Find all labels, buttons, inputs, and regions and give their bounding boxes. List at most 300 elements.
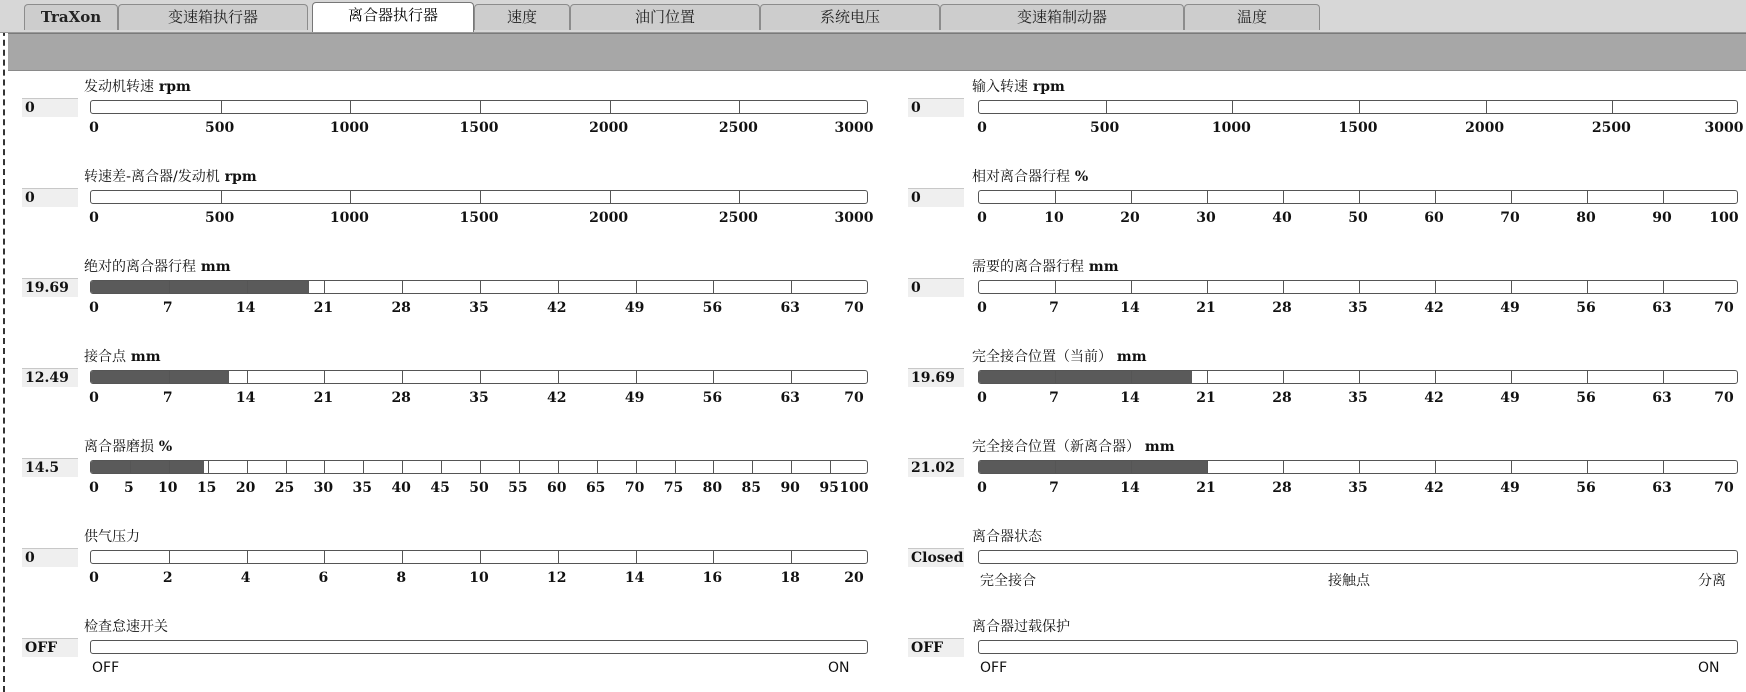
right-gauge-1-tick [1663, 190, 1664, 204]
gauge-title-text: 相对离合器行程 [972, 169, 1070, 185]
left-gauge-1-tick [480, 190, 481, 204]
left-gauge-5-tick [480, 550, 481, 564]
left-gauge-5-tick-label: 4 [240, 570, 251, 586]
left-gauge-4-tick-label: 0 [89, 480, 99, 496]
left-gauge-5-tick-label: 2 [162, 570, 173, 586]
left-gauge-4-tick [713, 460, 714, 474]
right-gauge-5-scale-label: 完全接合 [980, 573, 1036, 589]
left-gauge-4-title [84, 436, 172, 456]
gauge-title-text: 离合器状态 [972, 529, 1042, 545]
left-gauge-4-tick [558, 460, 559, 474]
left-gauge-5-tick-label: 10 [469, 570, 489, 586]
left-gauge-5-title [84, 526, 140, 546]
left-gauge-1-bar [90, 190, 868, 204]
right-gauge-2-tick [1283, 280, 1284, 294]
left-gauge-0-title [84, 76, 191, 96]
left-gauge-0-tick-label: 2000 [589, 120, 629, 136]
right-gauge-2-value: 0 [908, 278, 964, 297]
right-gauge-1-tick-label: 100 [1709, 210, 1739, 226]
right-gauge-2-tick [1587, 280, 1588, 294]
left-gauge-1-tick-label: 500 [205, 210, 235, 226]
right-gauge-3-tick [1283, 370, 1284, 384]
left-gauge-0-tick [350, 100, 351, 114]
left-gauge-6-title [84, 616, 168, 636]
right-gauge-1-tick [1283, 190, 1284, 204]
tab-speed[interactable]: 速度 [474, 4, 570, 30]
left-gauge-3-tick-label: 0 [89, 390, 99, 406]
right-gauge-3-tick-label: 49 [1500, 390, 1520, 406]
right-gauge-2-tick [1359, 280, 1360, 294]
right-gauge-2-tick-label: 0 [977, 300, 987, 316]
right-gauge-0-tick-label: 2500 [1591, 120, 1631, 136]
right-gauge-3-tick [1131, 370, 1132, 384]
right-gauge-4-value: 21.02 [908, 458, 964, 477]
right-gauge-4-tick [1435, 460, 1436, 474]
left-gauge-2-tick [558, 280, 559, 294]
left-gauge-5-tick-label: 12 [547, 570, 567, 586]
right-gauge-4-tick-label: 42 [1424, 480, 1444, 496]
left-gauge-4-tick [130, 460, 131, 474]
right-gauge-0-tick-label: 2000 [1465, 120, 1505, 136]
left-gauge-4-tick-label: 100 [839, 480, 869, 496]
left-gauge-1-tick [221, 190, 222, 204]
right-gauge-6-value: OFF [908, 638, 964, 657]
left-gauge-5-tick [791, 550, 792, 564]
right-gauge-4-bar [978, 460, 1738, 474]
left-gauge-4-tick [636, 460, 637, 474]
right-gauge-6-scale-label: OFF [980, 660, 1008, 676]
left-gauge-2-tick-label: 21 [313, 300, 334, 316]
left-gauge-2-tick-label: 0 [89, 300, 99, 316]
left-gauge-2-tick [636, 280, 637, 294]
left-gauge-1-tick-label: 1500 [459, 210, 499, 226]
gauge-unit: rpm [219, 169, 257, 185]
left-gauge-1-value: 0 [22, 188, 78, 207]
gauge-unit: rpm [154, 79, 191, 95]
left-gauge-4-tick-label: 10 [158, 480, 178, 496]
left-gauge-5-tick-label: 8 [396, 570, 407, 586]
right-gauge-4-tick-label: 70 [1714, 480, 1734, 496]
right-gauge-3-bar [978, 370, 1738, 384]
left-gauge-2-tick-label: 42 [547, 300, 567, 316]
right-gauge-4-tick [1663, 460, 1664, 474]
left-gauge-4-tick [752, 460, 753, 474]
right-gauge-4-tick [1131, 460, 1132, 474]
right-gauge-4-tick-label: 28 [1272, 480, 1292, 496]
left-gauge-5-tick-label: 6 [318, 570, 329, 586]
right-gauge-2-bar [978, 280, 1738, 294]
right-gauge-3-tick-label: 28 [1272, 390, 1292, 406]
right-gauge-0-tick [1359, 100, 1360, 114]
left-gauge-3-tick [169, 370, 170, 384]
left-gauge-3-tick [324, 370, 325, 384]
left-gauge-4-tick [791, 460, 792, 474]
right-gauge-0-bar [978, 100, 1738, 114]
right-gauge-4-tick [1359, 460, 1360, 474]
right-gauge-2-tick-label: 35 [1348, 300, 1368, 316]
left-gauge-2-tick [402, 280, 403, 294]
left-gauge-4-tick [324, 460, 325, 474]
left-gauge-5-tick-label: 14 [624, 570, 645, 586]
left-gauge-0-tick [480, 100, 481, 114]
left-gauge-5-tick [169, 550, 170, 564]
gauge-unit: mm [196, 259, 231, 275]
left-gauge-0-tick [739, 100, 740, 114]
gauge-unit: % [154, 439, 173, 455]
right-gauge-2-tick-label: 56 [1576, 300, 1596, 316]
right-gauge-3-tick [1435, 370, 1436, 384]
right-gauge-4-tick [1283, 460, 1284, 474]
right-gauge-0-tick [1232, 100, 1233, 114]
right-gauge-1-tick-label: 50 [1348, 210, 1368, 226]
left-gauge-0-bar [90, 100, 868, 114]
left-gauge-6-scale-label: ON [828, 660, 850, 676]
left-gauge-4-tick [597, 460, 598, 474]
left-gauge-3-tick-label: 14 [235, 390, 256, 406]
tab-throttle-position[interactable]: 油门位置 [570, 4, 760, 30]
left-gauge-4-tick-label: 20 [235, 480, 256, 496]
right-gauge-2-tick-label: 7 [1049, 300, 1059, 316]
right-gauge-1-tick [1511, 190, 1512, 204]
right-gauge-2-tick-label: 28 [1272, 300, 1292, 316]
left-gauge-4-tick-label: 40 [391, 480, 411, 496]
left-gauge-5-tick-label: 20 [844, 570, 864, 586]
left-gauge-2-tick-label: 63 [780, 300, 800, 316]
right-gauge-2-tick [1663, 280, 1664, 294]
tab-clutch-actuator[interactable]: 离合器执行器 [312, 2, 474, 32]
right-gauge-3-tick-label: 42 [1424, 390, 1444, 406]
left-gauge-4-tick [402, 460, 403, 474]
left-gauge-3-tick-label: 49 [624, 390, 645, 406]
left-gauge-4-tick [169, 460, 170, 474]
right-gauge-4-tick [1511, 460, 1512, 474]
left-gauge-4-bar [90, 460, 868, 474]
left-gauge-4-tick-label: 70 [624, 480, 645, 496]
right-gauge-5-scale-label: 分离 [1698, 573, 1726, 589]
left-gauge-5-tick-label: 16 [702, 570, 723, 586]
right-gauge-1-tick-label: 90 [1652, 210, 1672, 226]
right-gauge-1-tick [1055, 190, 1056, 204]
tab-gearbox-brake[interactable]: 变速箱制动器 [940, 4, 1184, 30]
right-gauge-5-value: Closed [908, 548, 964, 567]
right-gauge-0-tick-label: 500 [1090, 120, 1120, 136]
gauge-title-text: 发动机转速 [84, 79, 154, 95]
right-gauge-4-tick [1207, 460, 1208, 474]
right-gauge-1-tick-label: 10 [1044, 210, 1064, 226]
left-gauge-0-tick [610, 100, 611, 114]
right-gauge-2-tick-label: 70 [1714, 300, 1734, 316]
tab-temperature[interactable]: 温度 [1184, 4, 1320, 30]
gauge-title-text: 完全接合位置（新离合器） [972, 439, 1140, 455]
left-gauge-3-tick-label: 28 [391, 390, 411, 406]
right-gauge-6-title [972, 616, 1070, 636]
gauge-title-text: 检查怠速开关 [84, 619, 168, 635]
left-gauge-6-value: OFF [22, 638, 78, 657]
right-gauge-1-tick-label: 60 [1424, 210, 1444, 226]
left-gauge-4-fill [91, 461, 204, 473]
left-gauge-1-tick [739, 190, 740, 204]
left-gauge-1-tick-label: 2500 [718, 210, 758, 226]
right-gauge-1-tick [1359, 190, 1360, 204]
gauge-unit: mm [1112, 349, 1147, 365]
gauge-unit: mm [126, 349, 161, 365]
left-gauge-4-tick [519, 460, 520, 474]
toolbar-strip [8, 33, 1746, 71]
right-gauge-0-tick [1106, 100, 1107, 114]
right-gauge-5-title [972, 526, 1042, 546]
right-gauge-0-tick [1612, 100, 1613, 114]
left-gauge-2-tick-label: 56 [702, 300, 723, 316]
left-gauge-5-tick [324, 550, 325, 564]
left-gauge-3-tick [558, 370, 559, 384]
gauge-unit: rpm [1028, 79, 1065, 95]
right-gauge-3-tick [1663, 370, 1664, 384]
left-gauge-0-tick [221, 100, 222, 114]
right-gauge-0-tick [1486, 100, 1487, 114]
left-gauge-4-tick-label: 45 [430, 480, 450, 496]
left-gauge-3-tick-label: 42 [547, 390, 567, 406]
left-gauge-2-tick-label: 35 [469, 300, 489, 316]
left-gauge-5-tick [402, 550, 403, 564]
right-gauge-0-tick-label: 0 [977, 120, 987, 136]
left-gauge-4-tick-label: 5 [124, 480, 134, 496]
left-gauge-4-tick-label: 90 [780, 480, 800, 496]
left-gauge-0-tick-label: 500 [205, 120, 235, 136]
left-gauge-5-bar [90, 550, 868, 564]
left-gauge-2-tick-label: 7 [162, 300, 173, 316]
left-gauge-2-title [84, 256, 231, 276]
left-gauge-4-value: 14.5 [22, 458, 78, 477]
right-gauge-2-tick [1511, 280, 1512, 294]
right-gauge-1-tick [1131, 190, 1132, 204]
left-gauge-3-value: 12.49 [22, 368, 78, 387]
left-gauge-2-tick-label: 14 [235, 300, 256, 316]
right-gauge-4-tick-label: 7 [1049, 480, 1059, 496]
left-gauge-6-scale-label: OFF [92, 660, 120, 676]
left-gauge-1-tick-label: 2000 [589, 210, 629, 226]
right-gauge-0-tick-label: 3000 [1704, 120, 1744, 136]
left-gauge-3-tick-label: 63 [780, 390, 800, 406]
left-gauge-4-tick [441, 460, 442, 474]
left-gauge-5-tick-label: 18 [780, 570, 800, 586]
left-gauge-4-tick [208, 460, 209, 474]
left-gauge-2-fill [91, 281, 309, 293]
gauge-title-text: 需要的离合器行程 [972, 259, 1084, 275]
tab-traxon[interactable]: TraXon [24, 4, 118, 30]
right-gauge-1-tick [1207, 190, 1208, 204]
left-gauge-3-tick [402, 370, 403, 384]
right-gauge-3-tick [1359, 370, 1360, 384]
left-gauge-4-tick-label: 75 [663, 480, 684, 496]
right-gauge-2-tick [1131, 280, 1132, 294]
left-gauge-3-tick-label: 70 [844, 390, 864, 406]
right-gauge-1-value: 0 [908, 188, 964, 207]
right-gauge-2-tick [1055, 280, 1056, 294]
left-gauge-4-tick-label: 35 [352, 480, 373, 496]
right-gauge-4-tick-label: 56 [1576, 480, 1596, 496]
right-gauge-2-tick-label: 42 [1424, 300, 1444, 316]
right-gauge-2-title [972, 256, 1119, 276]
tab-system-voltage[interactable]: 系统电压 [760, 4, 940, 30]
left-gauge-1-tick-label: 0 [89, 210, 99, 226]
gauge-title-text: 完全接合位置（当前） [972, 349, 1112, 365]
left-gauge-0-value: 0 [22, 98, 78, 117]
left-gauge-2-bar [90, 280, 868, 294]
right-gauge-3-tick-label: 14 [1120, 390, 1140, 406]
right-gauge-4-title [972, 436, 1175, 456]
right-gauge-4-tick-label: 21 [1196, 480, 1216, 496]
left-gauge-4-tick [830, 460, 831, 474]
left-gauge-1-tick [350, 190, 351, 204]
right-gauge-6-bar [978, 640, 1738, 654]
right-gauge-1-tick-label: 80 [1576, 210, 1596, 226]
left-gauge-0-tick-label: 1000 [329, 120, 369, 136]
right-gauge-3-tick-label: 7 [1049, 390, 1059, 406]
right-gauge-5-bar [978, 550, 1738, 564]
gauge-title-text: 绝对的离合器行程 [84, 259, 196, 275]
left-gauge-2-tick-label: 28 [391, 300, 411, 316]
left-gauge-2-tick [247, 280, 248, 294]
left-gauge-3-bar [90, 370, 868, 384]
left-gauge-4-tick [247, 460, 248, 474]
right-gauge-3-fill [979, 371, 1192, 383]
right-gauge-3-value: 19.69 [908, 368, 964, 387]
left-gauge-2-tick [713, 280, 714, 294]
left-gauge-3-tick [713, 370, 714, 384]
right-gauge-4-fill [979, 461, 1207, 473]
right-gauge-3-tick-label: 56 [1576, 390, 1596, 406]
left-gauge-3-tick [636, 370, 637, 384]
left-gauge-3-tick [791, 370, 792, 384]
left-gauge-4-tick-label: 95 [819, 480, 839, 496]
left-gauge-2-tick [169, 280, 170, 294]
right-gauge-0-tick-label: 1500 [1338, 120, 1378, 136]
tab-bar [0, 0, 1746, 33]
left-gauge-4-tick-label: 25 [274, 480, 295, 496]
right-gauge-1-tick-label: 0 [977, 210, 987, 226]
left-gauge-4-tick-label: 85 [741, 480, 762, 496]
right-gauge-3-tick-label: 70 [1714, 390, 1734, 406]
gauge-title-text: 离合器磨损 [84, 439, 154, 455]
right-gauge-4-tick-label: 49 [1500, 480, 1520, 496]
left-gauge-1-tick [610, 190, 611, 204]
right-gauge-2-tick [1435, 280, 1436, 294]
left-gauge-3-fill [91, 371, 229, 383]
left-gauge-5-tick-label: 0 [89, 570, 99, 586]
left-gauge-0-tick-label: 1500 [459, 120, 499, 136]
left-gauge-4-tick [363, 460, 364, 474]
left-gauge-3-tick [247, 370, 248, 384]
right-gauge-3-title [972, 346, 1147, 366]
gauge-title-text: 转速差-离合器/发动机 [84, 169, 220, 185]
right-gauge-1-tick-label: 30 [1196, 210, 1216, 226]
left-gauge-2-tick [480, 280, 481, 294]
left-gauge-5-tick [713, 550, 714, 564]
right-gauge-4-tick-label: 0 [977, 480, 987, 496]
left-gauge-5-value: 0 [22, 548, 78, 567]
left-gauge-3-tick-label: 21 [313, 390, 334, 406]
right-gauge-1-title [972, 166, 1088, 186]
left-gauge-2-value: 19.69 [22, 278, 78, 297]
left-gauge-3-tick-label: 7 [162, 390, 173, 406]
right-gauge-2-tick [1207, 280, 1208, 294]
left-gauge-3-tick [480, 370, 481, 384]
left-gauge-0-tick-label: 0 [89, 120, 99, 136]
left-gauge-4-tick-label: 65 [585, 480, 606, 496]
right-gauge-2-tick-label: 63 [1652, 300, 1672, 316]
right-gauge-1-tick-label: 70 [1500, 210, 1520, 226]
left-gauge-5-tick [247, 550, 248, 564]
right-gauge-3-tick-label: 63 [1652, 390, 1672, 406]
left-gauge-3-tick-label: 35 [469, 390, 489, 406]
gauge-unit: mm [1084, 259, 1119, 275]
left-gauge-3-title [84, 346, 161, 366]
right-gauge-1-tick-label: 20 [1120, 210, 1140, 226]
right-gauge-3-tick-label: 21 [1196, 390, 1216, 406]
left-gauge-5-tick [558, 550, 559, 564]
left-gauge-4-tick [286, 460, 287, 474]
right-gauge-4-tick-label: 14 [1120, 480, 1140, 496]
right-gauge-3-tick [1055, 370, 1056, 384]
right-gauge-1-tick-label: 40 [1272, 210, 1292, 226]
right-gauge-3-tick-label: 35 [1348, 390, 1368, 406]
left-gauge-0-tick-label: 2500 [718, 120, 758, 136]
right-gauge-0-tick-label: 1000 [1211, 120, 1251, 136]
left-gauge-0-tick-label: 3000 [834, 120, 874, 136]
left-gauge-3-tick-label: 56 [702, 390, 723, 406]
gauge-title-text: 离合器过载保护 [972, 619, 1070, 635]
tab-gearbox-actuator[interactable]: 变速箱执行器 [118, 4, 308, 30]
gauge-title-text: 输入转速 [972, 79, 1028, 95]
right-gauge-4-tick-label: 63 [1652, 480, 1672, 496]
left-gauge-4-tick [480, 460, 481, 474]
left-gauge-1-tick-label: 1000 [329, 210, 369, 226]
gauge-title-text: 接合点 [84, 349, 126, 365]
left-gauge-2-tick-label: 49 [624, 300, 645, 316]
window-left-border [3, 0, 5, 692]
left-gauge-1-tick-label: 3000 [834, 210, 874, 226]
left-gauge-2-tick [324, 280, 325, 294]
gauge-unit: % [1070, 169, 1089, 185]
left-gauge-2-tick [791, 280, 792, 294]
right-gauge-4-tick [1055, 460, 1056, 474]
left-gauge-4-tick [675, 460, 676, 474]
right-gauge-0-title [972, 76, 1065, 96]
right-gauge-3-tick [1207, 370, 1208, 384]
left-gauge-5-tick [636, 550, 637, 564]
left-gauge-4-tick-label: 80 [702, 480, 723, 496]
right-gauge-4-tick [1587, 460, 1588, 474]
right-gauge-4-tick-label: 35 [1348, 480, 1368, 496]
left-gauge-2-tick-label: 70 [844, 300, 864, 316]
left-gauge-4-tick-label: 60 [547, 480, 567, 496]
right-gauge-3-tick-label: 0 [977, 390, 987, 406]
right-gauge-6-scale-label: ON [1698, 660, 1720, 676]
left-gauge-1-title [84, 166, 257, 186]
gauge-title-text: 供气压力 [84, 529, 140, 545]
right-gauge-1-bar [978, 190, 1738, 204]
right-gauge-2-tick-label: 49 [1500, 300, 1520, 316]
right-gauge-1-tick [1435, 190, 1436, 204]
right-gauge-0-value: 0 [908, 98, 964, 117]
right-gauge-5-scale-label: 接触点 [1328, 573, 1370, 589]
left-gauge-6-bar [90, 640, 868, 654]
gauge-unit: mm [1140, 439, 1175, 455]
right-gauge-1-tick [1587, 190, 1588, 204]
right-gauge-2-tick-label: 21 [1196, 300, 1216, 316]
right-gauge-3-tick [1511, 370, 1512, 384]
right-gauge-3-tick [1587, 370, 1588, 384]
